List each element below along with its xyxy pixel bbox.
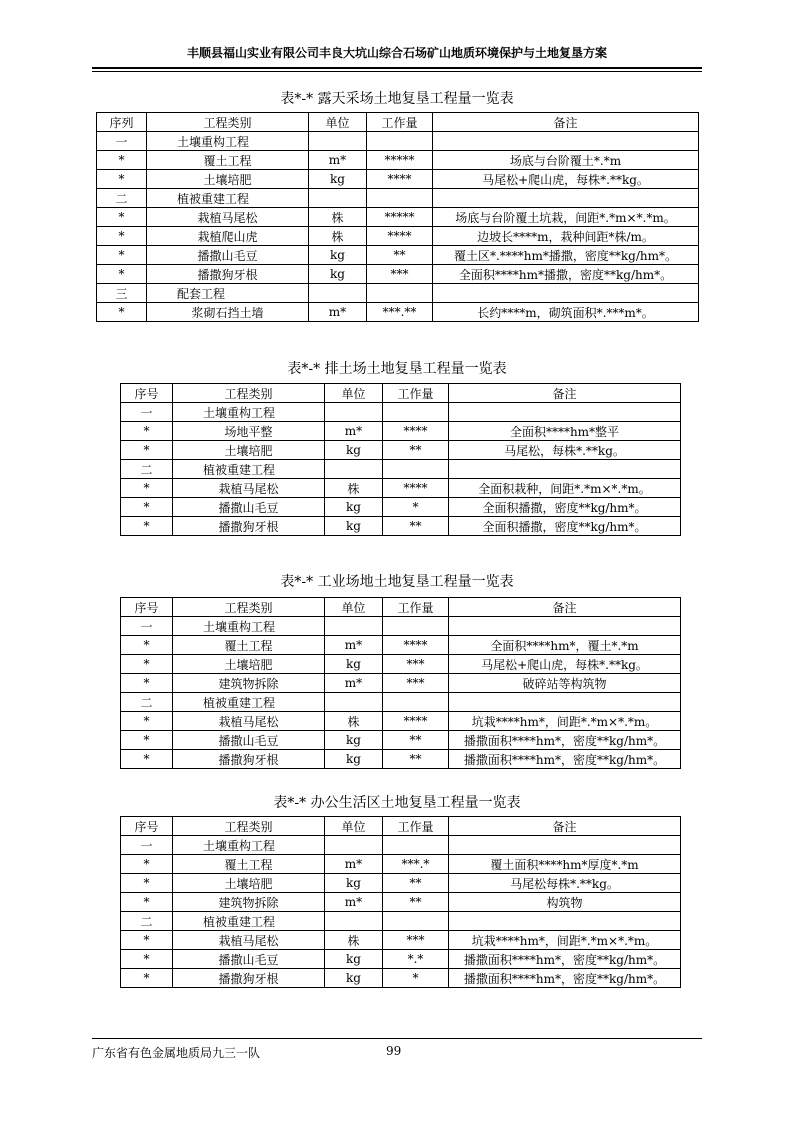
category-cell: 播撒狗牙根: [173, 750, 325, 769]
row-index-cell: 一: [121, 836, 173, 855]
unit-cell: kg: [325, 750, 383, 769]
unit-cell: kg: [325, 731, 383, 750]
unit-cell: kg: [325, 498, 383, 517]
row-index-cell: 一: [121, 617, 173, 636]
category-cell: 土壤培肥: [173, 655, 325, 674]
quantity-cell: ****: [383, 636, 449, 655]
category-cell: 土壤培肥: [173, 874, 325, 893]
table-row: [121, 750, 681, 769]
remark-cell: 全面积****hm*整平: [449, 422, 681, 441]
table-row: [97, 151, 699, 170]
unit-cell: [309, 189, 367, 208]
quantity-cell: ****: [383, 712, 449, 731]
row-index-cell: *: [97, 208, 147, 227]
quantity-cell: [383, 912, 449, 931]
remark-cell: 播撒面积****hm*，密度**kg/hm*。: [449, 969, 681, 988]
row-index-cell: *: [97, 246, 147, 265]
table-industrial-site: [120, 597, 681, 769]
remark-cell: [449, 617, 681, 636]
table-row: [121, 422, 681, 441]
table-row: [121, 893, 681, 912]
remark-cell: 边坡长****m，栽种间距*株/m。: [433, 227, 699, 246]
table-open-pit: [96, 112, 699, 322]
category-cell: 配套工程: [147, 284, 309, 303]
row-index-cell: *: [121, 893, 173, 912]
column-header: 单位: [325, 384, 383, 403]
table-row: [97, 284, 699, 303]
table-row: [121, 836, 681, 855]
table-row: [121, 460, 681, 479]
row-index-cell: *: [121, 969, 173, 988]
column-header: 工程类别: [173, 817, 325, 836]
column-header: 工作量: [383, 817, 449, 836]
quantity-cell: ****: [367, 227, 433, 246]
row-index-cell: 二: [121, 693, 173, 712]
column-header: 序号: [121, 817, 173, 836]
unit-cell: kg: [309, 246, 367, 265]
column-header: 工程类别: [173, 384, 325, 403]
category-cell: 覆土工程: [147, 151, 309, 170]
category-cell: 植被重建工程: [173, 460, 325, 479]
remark-cell: 马尾松每株*.**kg。: [449, 874, 681, 893]
column-header: 工作量: [383, 598, 449, 617]
table-row: [121, 498, 681, 517]
column-header: 工程类别: [147, 113, 309, 132]
remark-cell: 全面积播撒，密度**kg/hm*。: [449, 498, 681, 517]
category-cell: 覆土工程: [173, 636, 325, 655]
remark-cell: [433, 132, 699, 151]
quantity-cell: **: [383, 441, 449, 460]
row-index-cell: *: [97, 227, 147, 246]
column-header: 单位: [325, 598, 383, 617]
quantity-cell: ***.*: [383, 855, 449, 874]
remark-cell: 马尾松+爬山虎，每株*.**kg。: [433, 170, 699, 189]
table-row: [121, 712, 681, 731]
table-row: [121, 517, 681, 536]
category-cell: 建筑物拆除: [173, 674, 325, 693]
row-index-cell: *: [121, 931, 173, 950]
quantity-cell: [383, 693, 449, 712]
category-cell: 栽植马尾松: [147, 208, 309, 227]
quantity-cell: **: [383, 874, 449, 893]
category-cell: 植被重建工程: [147, 189, 309, 208]
remark-cell: [433, 284, 699, 303]
table-row: [97, 246, 699, 265]
unit-cell: m*: [325, 422, 383, 441]
unit-cell: 株: [325, 712, 383, 731]
table-header-row: [121, 817, 681, 836]
column-header: 工作量: [383, 384, 449, 403]
table-row: [121, 912, 681, 931]
row-index-cell: 二: [121, 460, 173, 479]
unit-cell: [325, 693, 383, 712]
page-number: 99: [386, 1044, 402, 1058]
unit-cell: kg: [325, 969, 383, 988]
quantity-cell: *.*: [383, 950, 449, 969]
table-row: [121, 931, 681, 950]
row-index-cell: 一: [121, 403, 173, 422]
quantity-cell: **: [383, 893, 449, 912]
quantity-cell: [383, 403, 449, 422]
remark-cell: 破碎站等构筑物: [449, 674, 681, 693]
table-row: [121, 655, 681, 674]
quantity-cell: [367, 284, 433, 303]
remark-cell: 坑栽****hm*，间距*.*m×*.*m。: [449, 931, 681, 950]
table-row: [97, 189, 699, 208]
column-header: 单位: [325, 817, 383, 836]
table-row: [121, 855, 681, 874]
table-row: [121, 874, 681, 893]
remark-cell: 场底与台阶覆土坑栽，间距*.*m×*.*m。: [433, 208, 699, 227]
category-cell: 播撒山毛豆: [173, 731, 325, 750]
category-cell: 植被重建工程: [173, 693, 325, 712]
unit-cell: m*: [325, 855, 383, 874]
remark-cell: 构筑物: [449, 893, 681, 912]
unit-cell: kg: [309, 265, 367, 284]
quantity-cell: [367, 132, 433, 151]
unit-cell: kg: [309, 170, 367, 189]
category-cell: 播撒山毛豆: [173, 498, 325, 517]
table-row: [121, 950, 681, 969]
column-header: 序号: [121, 598, 173, 617]
remark-cell: 覆土区*.****hm*播撒，密度**kg/hm*。: [433, 246, 699, 265]
remark-cell: 马尾松，每株*.**kg。: [449, 441, 681, 460]
footer-organization: 广东省有色金属地质局九三一队: [92, 1046, 261, 1060]
table-office-living-area: [120, 816, 681, 988]
column-header: 序号: [121, 384, 173, 403]
table-row: [97, 303, 699, 322]
category-cell: 栽植马尾松: [173, 712, 325, 731]
row-index-cell: *: [97, 265, 147, 284]
remark-cell: 播撒面积****hm*，密度**kg/hm*。: [449, 950, 681, 969]
quantity-cell: **: [367, 246, 433, 265]
unit-cell: [325, 460, 383, 479]
quantity-cell: ***.**: [367, 303, 433, 322]
category-cell: 栽植马尾松: [173, 931, 325, 950]
unit-cell: [325, 836, 383, 855]
category-cell: 土壤培肥: [147, 170, 309, 189]
table-caption-open-pit: 表*-* 露天采场土地复垦工程量一览表: [280, 91, 514, 107]
table-row: [97, 265, 699, 284]
table-row: [97, 227, 699, 246]
row-index-cell: *: [121, 479, 173, 498]
remark-cell: [449, 460, 681, 479]
table-row: [121, 674, 681, 693]
category-cell: 浆砌石挡土墙: [147, 303, 309, 322]
category-cell: 播撒山毛豆: [173, 950, 325, 969]
column-header: 工作量: [367, 113, 433, 132]
remark-cell: 全面积栽种，间距*.*m×*.*m。: [449, 479, 681, 498]
quantity-cell: ****: [383, 422, 449, 441]
table-row: [121, 693, 681, 712]
column-header: 备注: [449, 598, 681, 617]
table-row: [121, 479, 681, 498]
quantity-cell: [383, 617, 449, 636]
row-index-cell: *: [97, 170, 147, 189]
table-row: [97, 208, 699, 227]
row-index-cell: *: [97, 303, 147, 322]
table-header-row: [121, 384, 681, 403]
table-row: [121, 969, 681, 988]
unit-cell: m*: [325, 636, 383, 655]
row-index-cell: *: [121, 636, 173, 655]
remark-cell: [433, 189, 699, 208]
table-caption-industrial: 表*-* 工业场地土地复垦工程量一览表: [280, 574, 514, 590]
quantity-cell: ***: [383, 674, 449, 693]
row-index-cell: *: [121, 950, 173, 969]
table-dump-site: [120, 383, 681, 536]
quantity-cell: **: [383, 517, 449, 536]
remark-cell: 播撒面积****hm*，密度**kg/hm*。: [449, 750, 681, 769]
row-index-cell: *: [121, 498, 173, 517]
table-caption-dump: 表*-* 排土场土地复垦工程量一览表: [287, 361, 507, 377]
remark-cell: 场底与台阶覆土*.*m: [433, 151, 699, 170]
remark-cell: 全面积****hm*，覆土*.*m: [449, 636, 681, 655]
table-header-row: [97, 113, 699, 132]
unit-cell: [325, 912, 383, 931]
quantity-cell: ****: [383, 479, 449, 498]
remark-cell: 马尾松+爬山虎，每株*.**kg。: [449, 655, 681, 674]
unit-cell: [309, 132, 367, 151]
unit-cell: 株: [325, 479, 383, 498]
unit-cell: kg: [325, 655, 383, 674]
table-row: [121, 617, 681, 636]
document-header: 丰顺县福山实业有限公司丰良大坑山综合石场矿山地质环境保护与土地复垦方案: [186, 46, 607, 60]
quantity-cell: [383, 836, 449, 855]
category-cell: 土壤重构工程: [173, 617, 325, 636]
remark-cell: 长约****m，砌筑面积*.***m*。: [433, 303, 699, 322]
category-cell: 土壤重构工程: [173, 403, 325, 422]
unit-cell: m*: [309, 151, 367, 170]
footer-rule: [92, 1038, 702, 1039]
row-index-cell: *: [121, 750, 173, 769]
row-index-cell: 一: [97, 132, 147, 151]
table-row: [121, 403, 681, 422]
row-index-cell: *: [121, 855, 173, 874]
header-rule-thick: [92, 67, 702, 69]
unit-cell: kg: [325, 874, 383, 893]
row-index-cell: *: [121, 731, 173, 750]
remark-cell: 全面积****hm*播撒，密度**kg/hm*。: [433, 265, 699, 284]
row-index-cell: 三: [97, 284, 147, 303]
quantity-cell: **: [383, 731, 449, 750]
row-index-cell: *: [121, 874, 173, 893]
category-cell: 播撒山毛豆: [147, 246, 309, 265]
quantity-cell: *****: [367, 151, 433, 170]
quantity-cell: [383, 460, 449, 479]
column-header: 工程类别: [173, 598, 325, 617]
remark-cell: [449, 403, 681, 422]
quantity-cell: [367, 189, 433, 208]
remark-cell: 播撒面积****hm*，密度**kg/hm*。: [449, 731, 681, 750]
quantity-cell: ***: [383, 931, 449, 950]
category-cell: 土壤培肥: [173, 441, 325, 460]
remark-cell: [449, 693, 681, 712]
column-header: 单位: [309, 113, 367, 132]
remark-cell: 坑栽****hm*，间距*.*m×*.*m。: [449, 712, 681, 731]
table-row: [121, 731, 681, 750]
quantity-cell: ***: [367, 265, 433, 284]
unit-cell: [325, 617, 383, 636]
table-row: [97, 132, 699, 151]
category-cell: 覆土工程: [173, 855, 325, 874]
row-index-cell: *: [121, 517, 173, 536]
row-index-cell: *: [121, 655, 173, 674]
unit-cell: [325, 403, 383, 422]
row-index-cell: *: [121, 441, 173, 460]
unit-cell: kg: [325, 517, 383, 536]
table-row: [121, 636, 681, 655]
remark-cell: 全面积播撒，密度**kg/hm*。: [449, 517, 681, 536]
unit-cell: kg: [325, 441, 383, 460]
category-cell: 场地平整: [173, 422, 325, 441]
table-header-row: [121, 598, 681, 617]
row-index-cell: 二: [97, 189, 147, 208]
row-index-cell: *: [121, 712, 173, 731]
category-cell: 土壤重构工程: [147, 132, 309, 151]
quantity-cell: ***: [383, 655, 449, 674]
column-header: 备注: [449, 384, 681, 403]
unit-cell: m*: [325, 674, 383, 693]
header-rule-thin: [92, 71, 702, 72]
unit-cell: [309, 284, 367, 303]
table-caption-office: 表*-* 办公生活区土地复垦工程量一览表: [273, 795, 521, 811]
category-cell: 播撒狗牙根: [173, 517, 325, 536]
category-cell: 播撒狗牙根: [173, 969, 325, 988]
column-header: 备注: [449, 817, 681, 836]
row-index-cell: *: [121, 422, 173, 441]
quantity-cell: ****: [367, 170, 433, 189]
category-cell: 植被重建工程: [173, 912, 325, 931]
category-cell: 土壤重构工程: [173, 836, 325, 855]
unit-cell: 株: [325, 931, 383, 950]
quantity-cell: *: [383, 498, 449, 517]
unit-cell: m*: [309, 303, 367, 322]
category-cell: 栽植马尾松: [173, 479, 325, 498]
row-index-cell: 二: [121, 912, 173, 931]
remark-cell: [449, 836, 681, 855]
unit-cell: 株: [309, 227, 367, 246]
table-row: [97, 170, 699, 189]
row-index-cell: *: [121, 674, 173, 693]
remark-cell: [449, 912, 681, 931]
unit-cell: 株: [309, 208, 367, 227]
category-cell: 栽植爬山虎: [147, 227, 309, 246]
remark-cell: 覆土面积****hm*厚度*.*m: [449, 855, 681, 874]
column-header: 备注: [433, 113, 699, 132]
column-header: 序列: [97, 113, 147, 132]
quantity-cell: *****: [367, 208, 433, 227]
category-cell: 建筑物拆除: [173, 893, 325, 912]
table-row: [121, 441, 681, 460]
quantity-cell: *: [383, 969, 449, 988]
row-index-cell: *: [97, 151, 147, 170]
quantity-cell: **: [383, 750, 449, 769]
unit-cell: m*: [325, 893, 383, 912]
unit-cell: kg: [325, 950, 383, 969]
category-cell: 播撒狗牙根: [147, 265, 309, 284]
